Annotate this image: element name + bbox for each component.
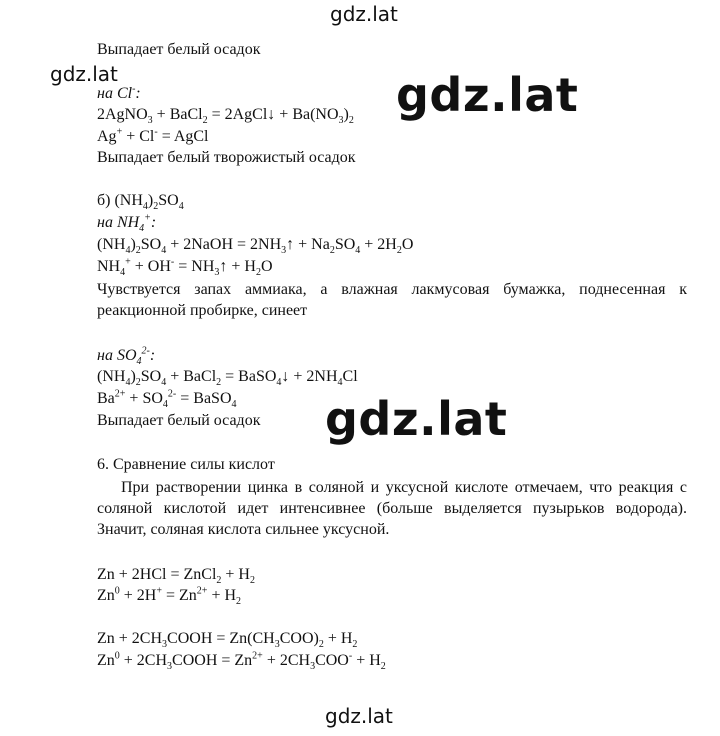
section-heading-acid-strength: 6. Сравнение силы кислот (97, 456, 275, 473)
equation-zn-acetic-ionic: $Zn^0$ + $2CH_3COOH = Zn^{2+} + 2CH_3COO^- + H_2$ (97, 650, 386, 673)
equation-zn-h-ionic: $Zn^0 + 2H^+ = Zn^{2+} + H_2$ (97, 585, 242, 608)
paragraph-zinc-dissolution: При растворении цинка в соляной и уксусной кислоте отмечаем, что реакция с соляной кислотой идет интенсивнее (больше выделяется пузырьков водорода). Значит, соляная кислота сильнее уксусной. (97, 479, 687, 538)
text-line-precipitate-2: Выпадает белый осадок (97, 412, 261, 429)
watermark-large-2: gdz.lat (325, 392, 511, 446)
text-line-cl-heading: на Cl-: (97, 83, 141, 102)
text-line-nh4-heading: на $NH_4^+$: (97, 212, 157, 235)
paragraph-ammonia-smell: Чувствуется запах аммиака, а влажная лакмусовая бумажка, поднесенная к реакционной пробирке, синеет (97, 281, 687, 319)
equation-agno3-bacl2: 2AgNO$_3$ + BaCl$_2$ = 2AgCl↓ + $Ba(NO_3)_2$ (97, 106, 354, 127)
watermark-left: gdz.lat (50, 62, 118, 86)
text-line-section-b: б) $(NH_4)_2SO_4$ (97, 192, 184, 213)
equation-ag-cl-ionic: Ag+ + Cl- = AgCl (97, 126, 209, 145)
equation-nh4-oh-ionic: $NH_4^+ + OH^-$ = $NH_3↑ + H_2O$ (97, 256, 273, 279)
equation-nh4-2so4-naoh: $(NH_4)_2SO_4$ + 2NaOH = $2NH_3↑ + Na_2SO_4 + 2H_2O$ (97, 236, 414, 257)
equation-ba-so4-ionic: $Ba^{2+} + SO_4^{2-}$ = BaSO$_4$ (97, 388, 237, 411)
equation-zn-hcl: Zn + 2HCl = ZnCl$_2$ + $H_2$ (97, 566, 255, 587)
watermark-top: gdz.lat (330, 2, 398, 26)
equation-nh4-2so4-bacl2: $(NH_4)_2SO_4$ + BaCl$_2$ = BaSO$_4$↓ + $2NH_4Cl$ (97, 368, 358, 389)
text-line-so4-heading: на $SO_4^{2-}$: (97, 345, 156, 368)
watermark-large-1: gdz.lat (396, 68, 582, 122)
equation-zn-acetic-acid: $Zn + 2CH_3COOH = Zn(CH_3COO)_2 + H_2$ (97, 630, 358, 651)
text-line-precipitate-1: Выпадает белый осадок (97, 41, 261, 58)
text-line-curdy-precipitate: Выпадает белый творожистый осадок (97, 149, 356, 166)
watermark-bottom: gdz.lat (325, 704, 393, 728)
